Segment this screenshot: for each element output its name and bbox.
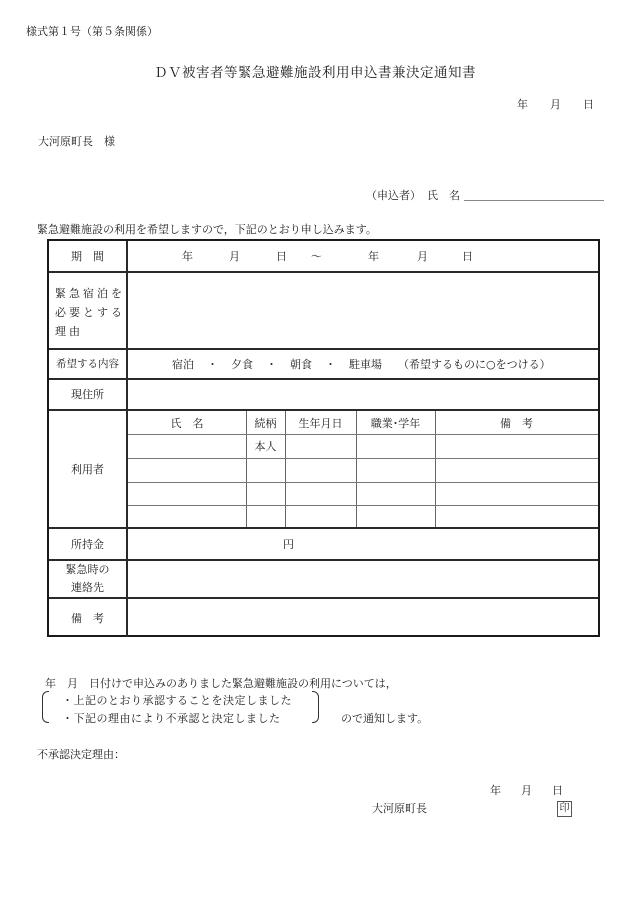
col-header-occupation: 職業･学年: [370, 416, 421, 430]
period-label: 期 間: [49, 241, 128, 271]
row-remarks: [49, 599, 598, 637]
user-relationship-cell[interactable]: [246, 505, 285, 529]
seal-stamp-icon: 印: [557, 801, 572, 817]
user-occupation-cell[interactable]: [356, 434, 435, 458]
user-relationship-cell[interactable]: 本人: [254, 440, 277, 453]
user-name-cell[interactable]: [128, 482, 246, 505]
address-label: 現住所: [49, 380, 128, 409]
reason-label: 緊急宿泊を必要とする理由: [49, 273, 128, 348]
name-label: 氏 名: [427, 189, 460, 202]
notify-suffix: ので通知します。: [341, 712, 429, 725]
emergency-contact-field[interactable]: [128, 561, 598, 597]
user-relationship-cell[interactable]: [246, 458, 285, 482]
intro-text: 緊急避難施設の利用を希望しますので，下記のとおり申し込みます。: [37, 223, 377, 236]
users-label: 利用者: [49, 411, 128, 527]
user-occupation-cell[interactable]: [356, 482, 435, 505]
document-title: ＤＶ被害者等緊急避難施設利用申込書兼決定通知書: [154, 65, 476, 81]
remarks-label: 備 考: [49, 599, 128, 637]
row-money: [49, 529, 598, 561]
year-label: 年: [490, 784, 501, 797]
row-reason: [49, 273, 598, 350]
decision-approve-option[interactable]: ・上記のとおり承認することを決定しました: [62, 694, 292, 707]
user-occupation-cell[interactable]: [356, 458, 435, 482]
user-relationship-cell[interactable]: [246, 482, 285, 505]
year-label: 年: [517, 98, 528, 111]
user-remarks-cell[interactable]: [435, 505, 598, 529]
separator: ・: [207, 358, 218, 371]
user-name-cell[interactable]: [128, 505, 246, 529]
emergency-contact-label-line2: 連絡先: [71, 581, 104, 594]
period-start-day: 日: [276, 250, 287, 263]
decision-date: [490, 785, 563, 796]
row-emergency-contact: [49, 561, 598, 599]
row-requested: [49, 350, 598, 380]
separator: ・: [266, 358, 277, 371]
reject-reason-label: 不承認決定理由：: [37, 748, 125, 761]
emergency-contact-label: [49, 561, 128, 597]
users-table: [128, 411, 598, 527]
user-name-cell[interactable]: [128, 458, 246, 482]
requested-options: [128, 350, 598, 378]
option-breakfast[interactable]: 朝食: [290, 358, 312, 371]
money-label: 所持金: [49, 529, 128, 559]
period-tilde: ～: [311, 250, 322, 263]
applicant-name-field[interactable]: [464, 188, 604, 201]
day-label: 日: [552, 784, 563, 797]
separator: ・: [325, 358, 336, 371]
user-birthdate-cell[interactable]: [285, 505, 356, 529]
row-period: [49, 241, 598, 273]
row-users: [49, 411, 598, 529]
emergency-contact-label-line1: 緊急時の: [65, 563, 110, 576]
day-label: 日: [583, 98, 594, 111]
signatory: 大河原町長: [372, 802, 427, 815]
requested-label: 希望する内容: [49, 350, 128, 378]
applicant-block: [366, 188, 604, 201]
money-field[interactable]: [128, 529, 598, 559]
period-start-year: 年: [182, 250, 193, 263]
period-end-day: 日: [462, 250, 473, 263]
period-end-year: 年: [368, 250, 379, 263]
user-occupation-cell[interactable]: [356, 505, 435, 529]
application-date: [517, 99, 594, 110]
col-header-birthdate: 生年月日: [298, 416, 343, 430]
yen-unit: 円: [283, 538, 294, 551]
application-form-table: [47, 239, 600, 637]
col-header-relationship: 続柄: [254, 416, 277, 430]
applicant-label: （申込者）: [366, 189, 421, 202]
user-remarks-cell[interactable]: [435, 434, 598, 458]
left-bracket-icon: [42, 691, 49, 723]
row-address: [49, 380, 598, 411]
user-birthdate-cell[interactable]: [285, 482, 356, 505]
decision-notice-line: 年 月 日付けで申込みのありました緊急避難施設の利用については，: [45, 677, 397, 690]
period-start-month: 月: [229, 250, 240, 263]
period-field[interactable]: [128, 241, 598, 271]
user-birthdate-cell[interactable]: [285, 434, 356, 458]
user-remarks-cell[interactable]: [435, 458, 598, 482]
month-label: 月: [550, 98, 561, 111]
user-remarks-cell[interactable]: [435, 482, 598, 505]
addressee: 大河原町長 様: [38, 135, 115, 148]
col-header-name: 氏 名: [170, 416, 204, 430]
col-header-remarks: 備 考: [500, 416, 533, 430]
option-dinner[interactable]: 夕食: [231, 358, 253, 371]
form-number: 様式第１号（第５条関係）: [26, 25, 158, 38]
option-parking[interactable]: 駐車場: [349, 358, 382, 371]
requested-note: （希望するものに○をつける）: [398, 358, 551, 371]
period-end-month: 月: [417, 250, 428, 263]
user-name-cell[interactable]: [128, 434, 246, 458]
user-birthdate-cell[interactable]: [285, 458, 356, 482]
right-bracket-icon: [312, 691, 319, 723]
month-label: 月: [521, 784, 532, 797]
reason-field[interactable]: [128, 273, 598, 348]
option-lodging[interactable]: 宿泊: [172, 358, 194, 371]
decision-reject-option[interactable]: ・下記の理由により不承認と決定しました: [62, 712, 281, 725]
address-field[interactable]: [128, 380, 598, 409]
remarks-field[interactable]: [128, 599, 598, 637]
